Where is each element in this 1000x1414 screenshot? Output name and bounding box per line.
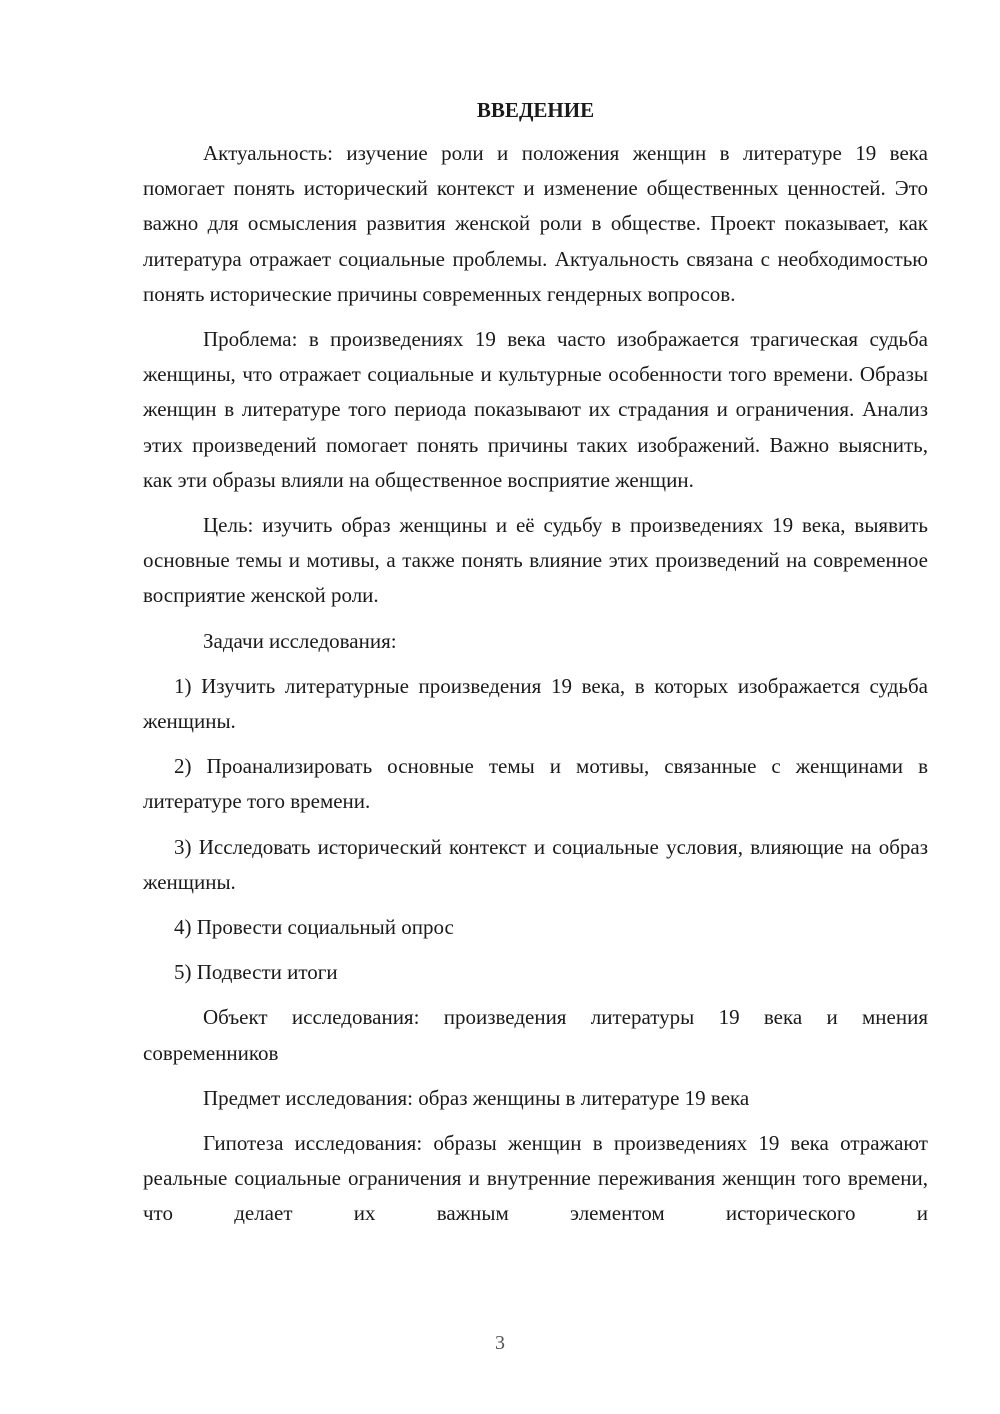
paragraph-tasks-heading: Задачи исследования: (203, 628, 397, 653)
page-number: 3 (495, 1332, 505, 1354)
paragraph-relevance: Актуальность: изучение роли и положения женщин в литературе 19 века помогает понять исторический контекст и изменение общественных ценностей. Это важно для осмысления развития женской роли в обществе. Проект показывает, как литература отражает социальные проблемы. Актуальность связана с необходимостью понять исторические причины современных гендерных вопросов. (143, 141, 928, 306)
paragraph-object: Объект исследования: произведения литературы 19 века и мнения современников (143, 1005, 928, 1065)
task-item-5: 5) Подвести итоги (174, 960, 338, 985)
task-item-4: 4) Провести социальный опрос (174, 915, 454, 940)
paragraph-goal: Цель: изучить образ женщины и её судьбу в произведениях 19 века, выявить основные темы и мотивы, а также понять влияние этих произведений на современное восприятие женской роли. (143, 513, 928, 608)
paragraph-hypothesis: Гипотеза исследования: образы женщин в произведениях 19 века отражают реальные социальные ограничения и внутренние переживания женщин того времени, что делает их важным элементом исторического и (143, 1131, 928, 1226)
document-page (143, 92, 928, 1242)
task-item-1: 1) Изучить литературные произведения 19 века, в которых изображается судьба женщины. (143, 673, 928, 734)
page-title: ВВЕДЕНИЕ (476, 98, 595, 122)
task-item-3: 3) Исследовать исторический контекст и социальные условия, влияющие на образ женщины. (143, 834, 928, 894)
paragraph-problem: Проблема: в произведениях 19 века часто изображается трагическая судьба женщины, что отражает социальные и культурные особенности того времени. Образы женщин в литературе того периода показывают их страдания и ограничения. Анализ этих произведений помогает понять причины таких изображений. Важно выяснить, как эти образы влияли на общественное восприятие женщин. (143, 327, 928, 492)
paragraph-subject: Предмет исследования: образ женщины в литературе 19 века (203, 1085, 750, 1110)
task-item-2: 2) Проанализировать основные темы и мотивы, связанные с женщинами в литературе того времени. (143, 754, 928, 814)
